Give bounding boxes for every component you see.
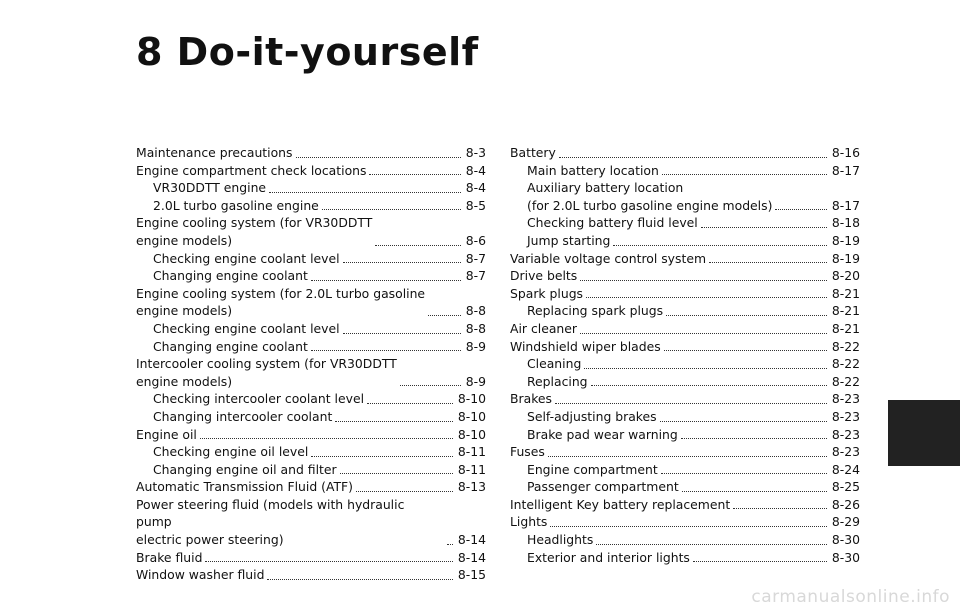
toc-entry-title: Cleaning — [527, 356, 582, 372]
dot-leader — [550, 526, 826, 527]
dot-leader — [356, 491, 453, 492]
toc-entry-page: 8-19 — [831, 250, 860, 266]
toc-subentry[interactable] — [136, 338, 486, 356]
toc-entry-page: 8-7 — [465, 250, 486, 266]
toc-entry[interactable] — [510, 390, 860, 408]
toc-subentry[interactable] — [136, 267, 486, 285]
dot-leader — [322, 209, 461, 210]
toc-entry-page: 8-8 — [465, 303, 486, 319]
dot-leader — [311, 350, 461, 351]
toc-entry-title: Lights — [510, 514, 548, 530]
toc-entry-page: 8-10 — [457, 391, 486, 407]
toc-entry-title: Brake pad wear warning — [527, 426, 678, 442]
dot-leader — [662, 174, 827, 175]
toc-entry-title: Variable voltage control system — [510, 250, 707, 266]
toc-entry[interactable] — [136, 478, 486, 496]
toc-entry-title: Checking engine oil level — [153, 444, 309, 460]
toc-entry-title: Power steering fluid (models with hydraulic pump electric power steering) — [136, 496, 405, 548]
dot-leader — [559, 157, 827, 158]
toc-entry-title: Battery — [510, 145, 556, 160]
chapter-tab-marker — [888, 400, 960, 466]
toc-entry-title: Brakes — [510, 391, 552, 407]
toc-entry-title: Checking engine coolant level — [153, 250, 340, 266]
toc-entry[interactable] — [510, 338, 860, 356]
toc-entry-page: 8-9 — [465, 373, 486, 389]
dot-leader — [613, 245, 826, 246]
toc-subentry[interactable] — [510, 302, 860, 320]
dot-leader — [666, 315, 827, 316]
toc-subentry[interactable] — [510, 461, 860, 479]
toc-column-left — [136, 144, 486, 584]
toc-entry-title: Automatic Transmission Fluid (ATF) — [136, 479, 354, 495]
toc-entry[interactable] — [510, 285, 860, 303]
toc-entry-page: 8-23 — [831, 444, 860, 460]
toc-entry-title: Jump starting — [527, 232, 611, 248]
dot-leader — [296, 157, 461, 158]
toc-entry-title: Engine cooling system (for 2.0L turbo gasoline engine models) — [136, 285, 426, 319]
toc-entry-title: Changing engine oil and filter — [153, 461, 337, 477]
toc-entry-title: VR30DDTT engine — [153, 180, 267, 196]
page-title: 8 Do-it-yourself — [136, 30, 479, 74]
dot-leader — [580, 280, 827, 281]
toc-entry-page: 8-21 — [831, 303, 860, 319]
toc-entry-title: Changing intercooler coolant — [153, 408, 333, 424]
dot-leader — [591, 385, 827, 386]
toc-subentry[interactable] — [510, 426, 860, 444]
dot-leader — [311, 456, 453, 457]
toc-entry-page: 8-23 — [831, 391, 860, 407]
dot-leader — [267, 579, 452, 580]
toc-subentry[interactable] — [136, 461, 486, 479]
toc-entry-page: 8-15 — [457, 567, 486, 583]
toc-entry-title: Engine oil — [136, 426, 197, 442]
toc-entry-page: 8-23 — [831, 408, 860, 424]
toc-entry-page: 8-13 — [457, 479, 486, 495]
toc-entry[interactable] — [136, 285, 486, 320]
toc-entry-title: Engine cooling system (for VR30DDTT engine models) — [136, 215, 373, 248]
dot-leader — [580, 333, 827, 334]
dot-leader — [693, 561, 827, 562]
dot-leader — [269, 192, 461, 193]
dot-leader — [584, 368, 827, 369]
toc-entry-page: 8-22 — [831, 373, 860, 389]
dot-leader — [555, 403, 827, 404]
toc-column-right — [510, 144, 860, 566]
toc-entry[interactable] — [510, 496, 860, 514]
toc-subentry[interactable] — [510, 162, 860, 180]
toc-entry-page: 8-8 — [465, 320, 486, 336]
dot-leader — [200, 438, 453, 439]
toc-entry[interactable] — [510, 267, 860, 285]
toc-entry-page: 8-6 — [465, 232, 486, 248]
toc-entry-page: 8-19 — [831, 232, 860, 248]
toc-entry-page: 8-25 — [831, 479, 860, 495]
toc-entry[interactable] — [510, 144, 860, 162]
toc-entry-page: 8-20 — [831, 268, 860, 284]
toc-entry-title: Spark plugs — [510, 285, 584, 301]
toc-entry-page: 8-10 — [457, 426, 486, 442]
watermark-text: carmanualsonline.info — [751, 587, 950, 607]
toc-subentry[interactable] — [136, 390, 486, 408]
toc-entry-title: Drive belts — [510, 268, 578, 284]
toc-entry[interactable] — [136, 549, 486, 567]
toc-entry-page: 8-10 — [457, 408, 486, 424]
toc-entry[interactable] — [136, 162, 486, 180]
toc-entry-title: Engine compartment check locations — [136, 162, 367, 178]
toc-entry-page: 8-3 — [465, 145, 486, 160]
toc-subentry[interactable] — [510, 373, 860, 391]
toc-entry-title: Replacing — [527, 373, 588, 389]
toc-entry[interactable] — [136, 496, 486, 549]
dot-leader — [548, 456, 827, 457]
toc-entry-page: 8-17 — [831, 197, 860, 213]
toc-entry-title: Passenger compartment — [527, 479, 679, 495]
dot-leader — [733, 508, 827, 509]
toc-entry-title: Headlights — [527, 532, 594, 548]
toc-entry-title: Air cleaner — [510, 320, 577, 336]
dot-leader — [367, 403, 453, 404]
dot-leader — [586, 297, 827, 298]
toc-subentry[interactable] — [510, 549, 860, 567]
toc-entry-title: Main battery location — [527, 162, 659, 178]
toc-entry-page: 8-22 — [831, 356, 860, 372]
toc-entry-page: 8-29 — [831, 514, 860, 530]
dot-leader — [596, 544, 827, 545]
toc-subentry[interactable] — [136, 443, 486, 461]
dot-leader — [205, 561, 452, 562]
toc-entry[interactable] — [136, 566, 486, 584]
dot-leader — [701, 227, 827, 228]
toc-entry[interactable] — [510, 250, 860, 268]
toc-entry-title: Self-adjusting brakes — [527, 408, 657, 424]
dot-leader — [664, 350, 827, 351]
toc-entry-page: 8-30 — [831, 532, 860, 548]
toc-subentry[interactable] — [136, 320, 486, 338]
toc-subentry[interactable] — [136, 179, 486, 197]
dot-leader — [400, 385, 461, 386]
toc-entry[interactable] — [136, 355, 486, 390]
dot-leader — [709, 262, 827, 263]
toc-subentry[interactable] — [136, 197, 486, 215]
toc-entry-title: Brake fluid — [136, 549, 203, 565]
toc-entry-title: Window washer fluid — [136, 567, 265, 583]
toc-entry-page: 8-4 — [465, 180, 486, 196]
toc-entry-title: Fuses — [510, 444, 545, 460]
toc-entry-page: 8-5 — [465, 197, 486, 213]
dot-leader — [447, 544, 453, 545]
toc-entry-title: Changing engine coolant — [153, 338, 308, 354]
toc-subentry[interactable] — [510, 408, 860, 426]
toc-entry-page: 8-16 — [831, 145, 860, 160]
toc-entry-page: 8-23 — [831, 426, 860, 442]
dot-leader — [343, 333, 461, 334]
dot-leader — [681, 438, 827, 439]
toc-entry-page: 8-11 — [457, 444, 486, 460]
toc-entry-title: Exterior and interior lights — [527, 549, 690, 565]
toc-entry-page: 8-21 — [831, 285, 860, 301]
toc-entry-page: 8-17 — [831, 162, 860, 178]
dot-leader — [682, 491, 827, 492]
dot-leader — [660, 421, 827, 422]
toc-entry-title: Maintenance precautions — [136, 145, 293, 160]
toc-entry[interactable] — [510, 443, 860, 461]
toc-subentry[interactable] — [510, 179, 860, 214]
toc-subentry[interactable] — [510, 531, 860, 549]
toc-entry-title: Engine compartment — [527, 461, 658, 477]
dot-leader — [311, 280, 461, 281]
toc-entry-page: 8-21 — [831, 320, 860, 336]
toc-entry-page: 8-30 — [831, 549, 860, 565]
toc-entry-page: 8-24 — [831, 461, 860, 477]
toc-entry-title: Checking engine coolant level — [153, 320, 340, 336]
toc-entry[interactable] — [136, 214, 486, 249]
toc-subentry[interactable] — [510, 355, 860, 373]
toc-entry-title: Changing engine coolant — [153, 268, 308, 284]
toc-entry-page: 8-18 — [831, 215, 860, 231]
toc-entry-page: 8-4 — [465, 162, 486, 178]
toc-entry-page: 8-9 — [465, 338, 486, 354]
toc-entry-title: Checking battery fluid level — [527, 215, 698, 231]
dot-leader — [375, 245, 460, 246]
toc-subentry[interactable] — [136, 250, 486, 268]
dot-leader — [775, 209, 826, 210]
toc-entry[interactable] — [510, 513, 860, 531]
toc-subentry[interactable] — [510, 232, 860, 250]
toc-entry-page: 8-14 — [457, 549, 486, 565]
toc-subentry[interactable] — [510, 478, 860, 496]
toc-entry-title: Checking intercooler coolant level — [153, 391, 365, 407]
toc-entry-title: Windshield wiper blades — [510, 338, 661, 354]
toc-entry-title: Intercooler cooling system (for VR30DDTT engine models) — [136, 356, 397, 389]
toc-entry-title: 2.0L turbo gasoline engine — [153, 197, 319, 213]
dot-leader — [343, 262, 461, 263]
dot-leader — [661, 473, 827, 474]
toc-entry[interactable] — [136, 144, 486, 162]
toc-entry-title: Replacing spark plugs — [527, 303, 664, 319]
toc-entry-page: 8-26 — [831, 496, 860, 512]
toc-entry-title: Auxiliary battery location (for 2.0L turbo gasoline engine models) — [527, 180, 773, 213]
toc-entry-page: 8-11 — [457, 461, 486, 477]
dot-leader — [340, 473, 453, 474]
toc-entry[interactable] — [136, 426, 486, 444]
dot-leader — [369, 174, 460, 175]
toc-entry-page: 8-22 — [831, 338, 860, 354]
toc-entry-title: Intelligent Key battery replacement — [510, 496, 731, 512]
toc-entry-page: 8-14 — [457, 532, 486, 548]
toc-subentry[interactable] — [136, 408, 486, 426]
dot-leader — [335, 421, 453, 422]
toc-entry-page: 8-7 — [465, 268, 486, 284]
toc-subentry[interactable] — [510, 214, 860, 232]
toc-entry[interactable] — [510, 320, 860, 338]
dot-leader — [428, 315, 461, 316]
